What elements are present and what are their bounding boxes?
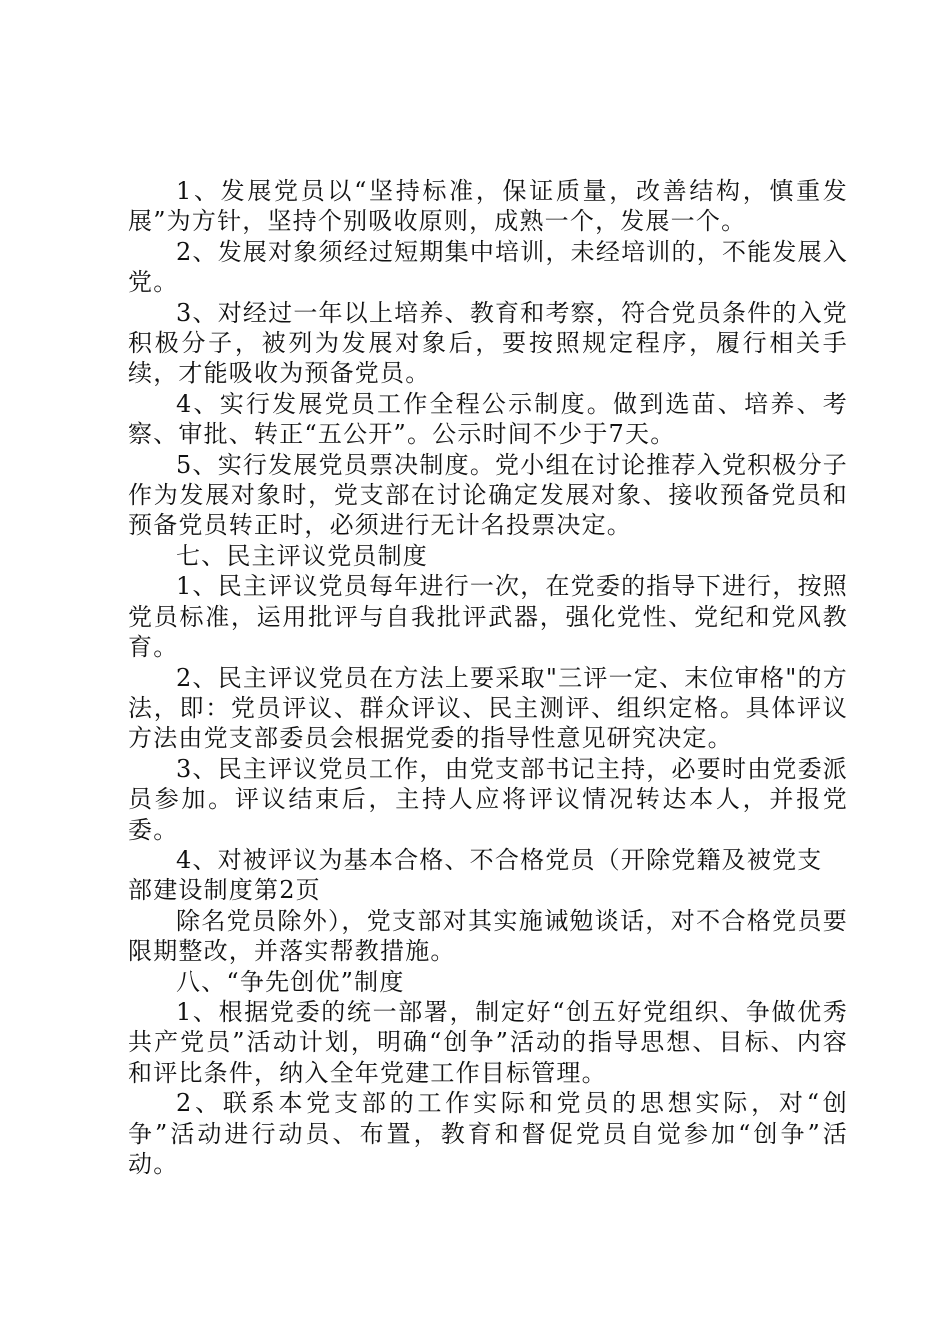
paragraph-continuation: 除名党员除外），党支部对其实施诫勉谈话，对不合格党员要限期整改，并落实帮教措施。: [128, 906, 848, 966]
section-heading: 七、民主评议党员制度: [176, 541, 428, 570]
paragraph: 2、联系本党支部的工作实际和党员的思想实际，对“创争”活动进行动员、布置，教育和督促党员自觉参加“创争”活动。: [128, 1089, 848, 1178]
document-body: [128, 176, 848, 1179]
paragraph: 3、对经过一年以上培养、教育和考察，符合党员条件的入党积极分子，被列为发展对象后，要按照规定程序，履行相关手续，才能吸收为预备党员。: [128, 298, 848, 388]
paragraph: 1、根据党委的统一部署，制定好“创五好党组织、争做优秀共产党员”活动计划，明确“创争”活动的指导思想、目标、内容和评比条件，纳入全年党建工作目标管理。: [128, 997, 848, 1087]
paragraph: 5、实行发展党员票决制度。党小组在讨论推荐入党积极分子作为发展对象时，党支部在讨论确定发展对象、接收预备党员和预备党员转正时，必须进行无计名投票决定。: [128, 450, 848, 540]
paragraph: 4、实行发展党员工作全程公示制度。做到选苗、培养、考察、审批、转正“五公开”。公示时间不少于7天。: [128, 389, 848, 449]
page-break-label: 部建设制度第2页: [128, 876, 321, 905]
paragraph: 1、民主评议党员每年进行一次，在党委的指导下进行，按照党员标准，运用批评与自我批评武器，强化党性、党纪和党风教育。: [128, 572, 848, 662]
paragraph: 2、发展对象须经过短期集中培训，未经培训的，不能发展入党。: [128, 237, 848, 297]
paragraph: 1、发展党员以“坚持标准，保证质量，改善结构，慎重发展”为方针，坚持个别吸收原则，成熟一个，发展一个。: [128, 177, 848, 236]
paragraph: 3、民主评议党员工作，由党支部书记主持，必要时由党委派员参加。评议结束后，主持人应将评议情况转达本人，并报党委。: [128, 754, 848, 844]
section-heading: 八、“争先创优”制度: [176, 967, 405, 996]
paragraph: 4、对被评议为基本合格、不合格党员（开除党籍及被党支: [176, 845, 823, 874]
paragraph: 2、民主评议党员在方法上要采取"三评一定、末位审格"的方法，即：党员评议、群众评议、民主测评、组织定格。具体评议方法由党支部委员会根据党委的指导性意见研究决定。: [128, 663, 848, 753]
